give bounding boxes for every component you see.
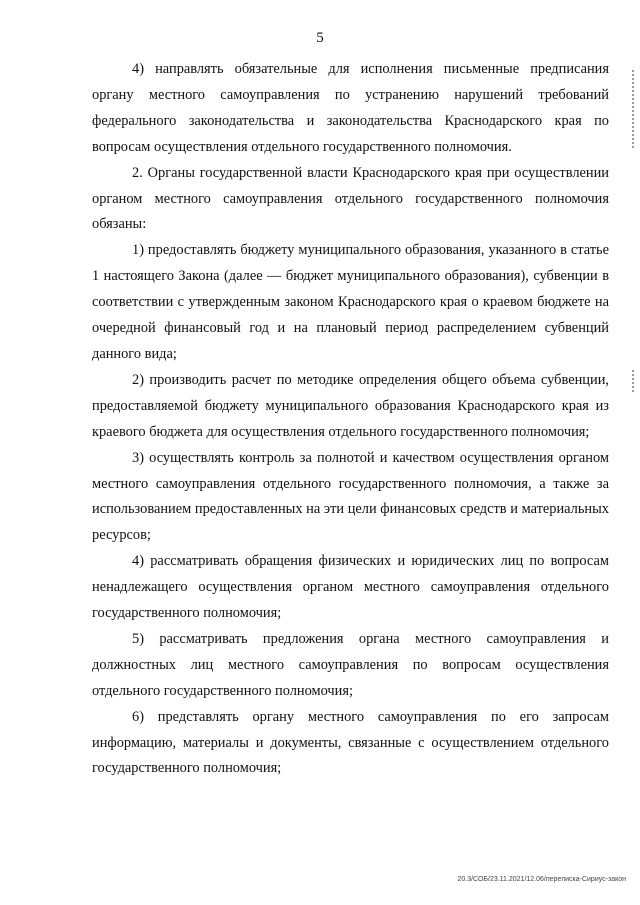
paragraph-clause-2-calculation: 2) производить расчет по методике определения общего объема субвенции, предоставляемой бюджету муниципального образования Краснодарского края из краевого бюджета для осуществления отдельного государственного полномочия;	[92, 371, 609, 440]
page-number: 5	[316, 30, 324, 46]
paragraph-clause-4-appeals: 4) рассматривать обращения физических и юридических лиц по вопросам ненадлежащего осуществления органом местного самоуправления отдельного государственного полномочия;	[92, 553, 609, 622]
paragraph-clause-6-information: 6) представлять органу местного самоуправления по его запросам информацию, материалы и документы, связанные с осуществлением отдельного государственного полномочия;	[92, 708, 609, 777]
paragraph-clause-5-proposals: 5) рассматривать предложения органа местного самоуправления и должностных лиц местного самоуправления по вопросам осуществления отдельного государственного полномочия;	[92, 630, 609, 699]
paragraph-section-2-obligations: 2. Органы государственной власти Краснодарского края при осуществлении органом местного самоуправления отдельного государственного полномочия обязаны:	[92, 164, 609, 233]
scan-edge-mark	[632, 70, 634, 148]
document-footer-code: 20.3/СОБ/23.11.2021/12.06/переписка-Сириус-закон	[457, 876, 626, 883]
document-body	[92, 57, 609, 782]
scan-edge-mark	[632, 370, 634, 394]
paragraph-clause-4-prescriptions: 4) направлять обязательные для исполнения письменные предписания органу местного самоуправления по устранению нарушений требований федерального законодательства и законодательства Краснодарского края по вопросам осуществления отдельного государственного полномочия.	[92, 61, 609, 155]
paragraph-clause-3-control: 3) осуществлять контроль за полнотой и качеством осуществления органом местного самоуправления отдельного государственного полномочия, а также за использованием предоставленных на эти цели финансовых средств и материальных ресурсов;	[92, 449, 609, 544]
paragraph-clause-1-subventions: 1) предоставлять бюджету муниципального образования, указанного в статье 1 настоящего Закона (далее — бюджет муниципального образования), субвенции в соответствии с утвержденным законом Краснодарского края о краевом бюджете на очередной финансовый год и на плановый период распределением субвенций данного вида;	[92, 242, 609, 362]
